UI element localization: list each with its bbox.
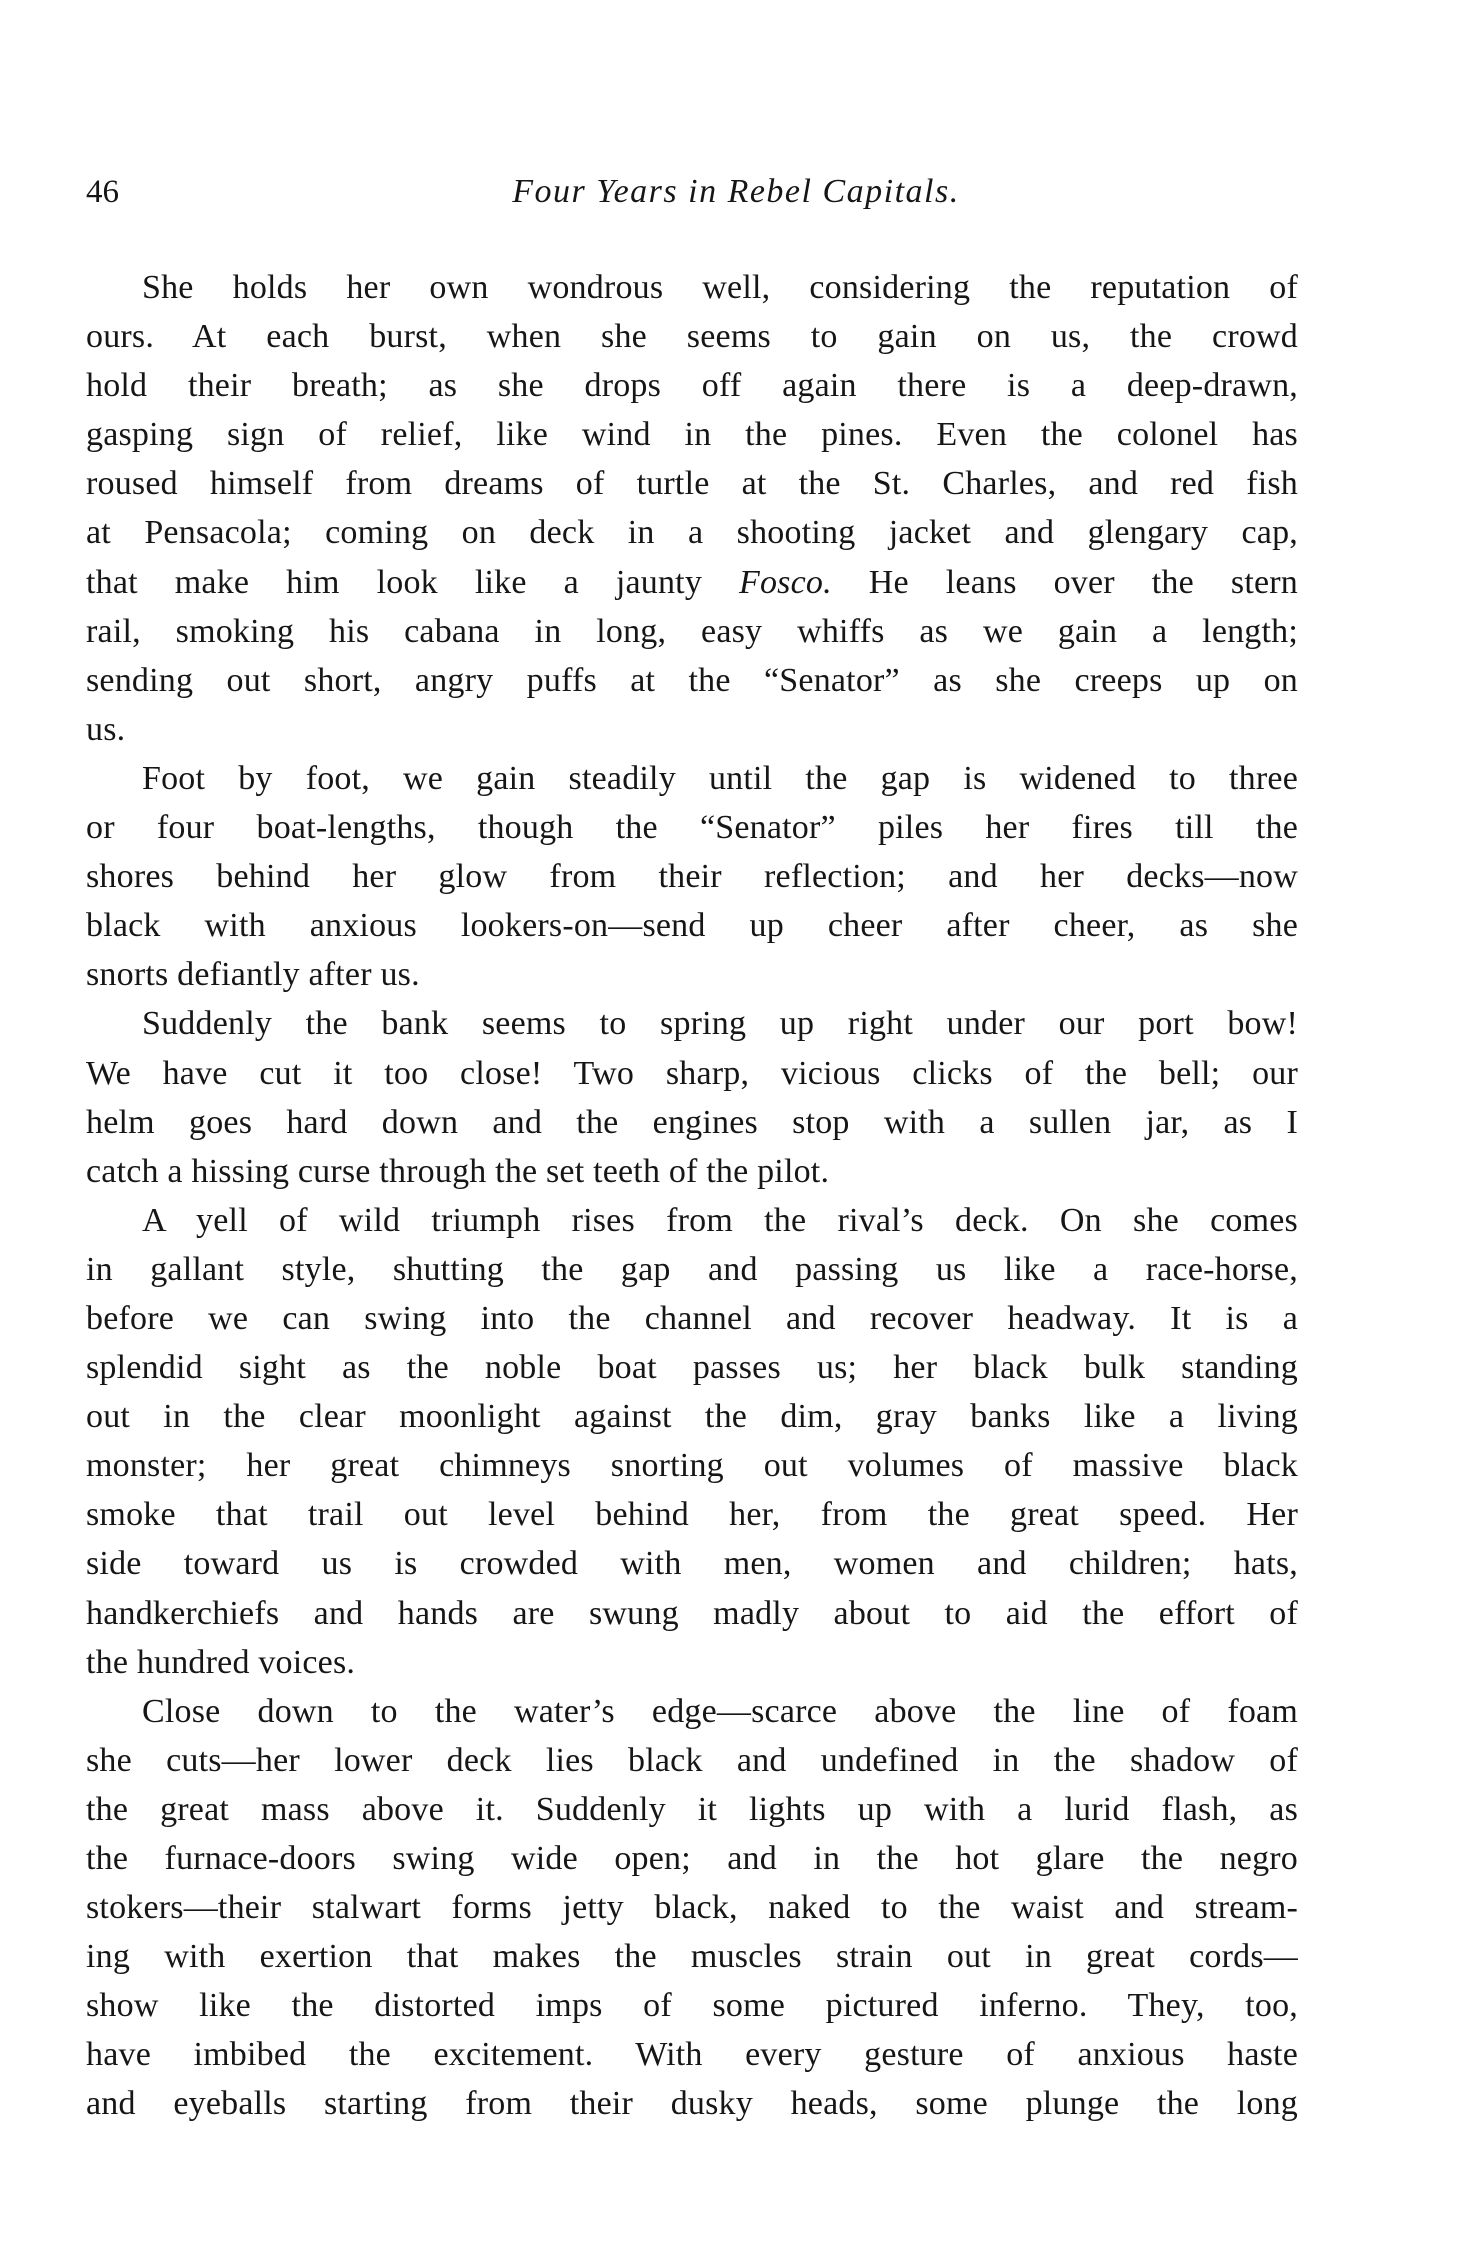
text-line: We have cut it too close! Two sharp, vicious clicks of the bell; our	[86, 1054, 1298, 1092]
text-line: ing with exertion that makes the muscles strain out in great cords—	[86, 1938, 1298, 1976]
text-span: He leans over the stern	[831, 563, 1298, 601]
text-line: black with anxious lookers-on—send up cheer after cheer, as she	[86, 907, 1298, 945]
text-span: that make him look like a jaunty	[86, 563, 703, 601]
text-line: helm goes hard down and the engines stop with a sullen jar, as I	[86, 1103, 1298, 1141]
italic-name-fosco: Fosco.	[739, 563, 832, 601]
text-line: ours. At each burst, when she seems to gain on us, the crowd	[86, 318, 1298, 356]
text-line: gasping sign of relief, like wind in the pines. Even the colonel has	[86, 416, 1298, 454]
text-line: shores behind her glow from their reflection; and her decks—now	[86, 858, 1298, 896]
text-line: in gallant style, shutting the gap and passing us like a race-horse,	[86, 1250, 1298, 1288]
text-line: Suddenly the bank seems to spring up right under our port bow!	[142, 1005, 1298, 1043]
running-title: Four Years in Rebel Capitals.	[512, 173, 960, 210]
text-line: show like the distorted imps of some pictured inferno. They, too,	[86, 1987, 1298, 2025]
text-line: snorts defiantly after us.	[86, 956, 420, 994]
text-line	[86, 558, 1298, 607]
text-line: She holds her own wondrous well, considering the reputation of	[142, 269, 1298, 306]
text-line: handkerchiefs and hands are swung madly about to aid the effort of	[86, 1594, 1298, 1632]
text-line: roused himself from dreams of turtle at the St. Charles, and red fish	[86, 465, 1298, 503]
text-line: the great mass above it. Suddenly it lights up with a lurid flash, as	[86, 1790, 1298, 1828]
text-line: Foot by foot, we gain steadily until the gap is widened to three	[142, 759, 1298, 797]
text-line: Close down to the water’s edge—scarce above the line of foam	[142, 1692, 1298, 1730]
body-text	[86, 263, 1298, 2129]
text-line: and eyeballs starting from their dusky heads, some plunge the long	[86, 2085, 1298, 2123]
text-line: sending out short, angry puffs at the “Senator” as she creeps up on	[86, 661, 1298, 699]
text-line: hold their breath; as she drops off again there is a deep-drawn,	[86, 367, 1298, 405]
text-line: out in the clear moonlight against the dim, gray banks like a living	[86, 1398, 1298, 1436]
text-line: smoke that trail out level behind her, from the great speed. Her	[86, 1496, 1298, 1534]
text-line: us.	[86, 710, 126, 748]
text-line: A yell of wild triumph rises from the rival’s deck. On she comes	[142, 1201, 1298, 1239]
text-line: rail, smoking his cabana in long, easy whiffs as we gain a length;	[86, 612, 1298, 650]
text-line: have imbibed the excitement. With every gesture of anxious haste	[86, 2036, 1298, 2074]
page-header	[86, 172, 1306, 222]
text-line: splendid sight as the noble boat passes us; her black bulk standing	[86, 1349, 1298, 1387]
text-line: she cuts—her lower deck lies black and undefined in the shadow of	[86, 1741, 1298, 1779]
text-line: stokers—their stalwart forms jetty black, naked to the waist and stream-	[86, 1889, 1298, 1927]
text-line: before we can swing into the channel and recover headway. It is a	[86, 1299, 1298, 1337]
text-line: at Pensacola; coming on deck in a shooting jacket and glengary cap,	[86, 514, 1298, 552]
text-line: side toward us is crowded with men, women and children; hats,	[86, 1545, 1298, 1583]
text-line: the furnace-doors swing wide open; and in the hot glare the negro	[86, 1840, 1298, 1877]
text-line: or four boat-lengths, though the “Senator” piles her fires till the	[86, 809, 1298, 847]
page-number: 46	[86, 174, 119, 210]
text-line: catch a hissing curse through the set teeth of the pilot.	[86, 1152, 830, 1190]
text-line: monster; her great chimneys snorting out volumes of massive black	[86, 1447, 1298, 1485]
text-line: the hundred voices.	[86, 1643, 356, 1681]
